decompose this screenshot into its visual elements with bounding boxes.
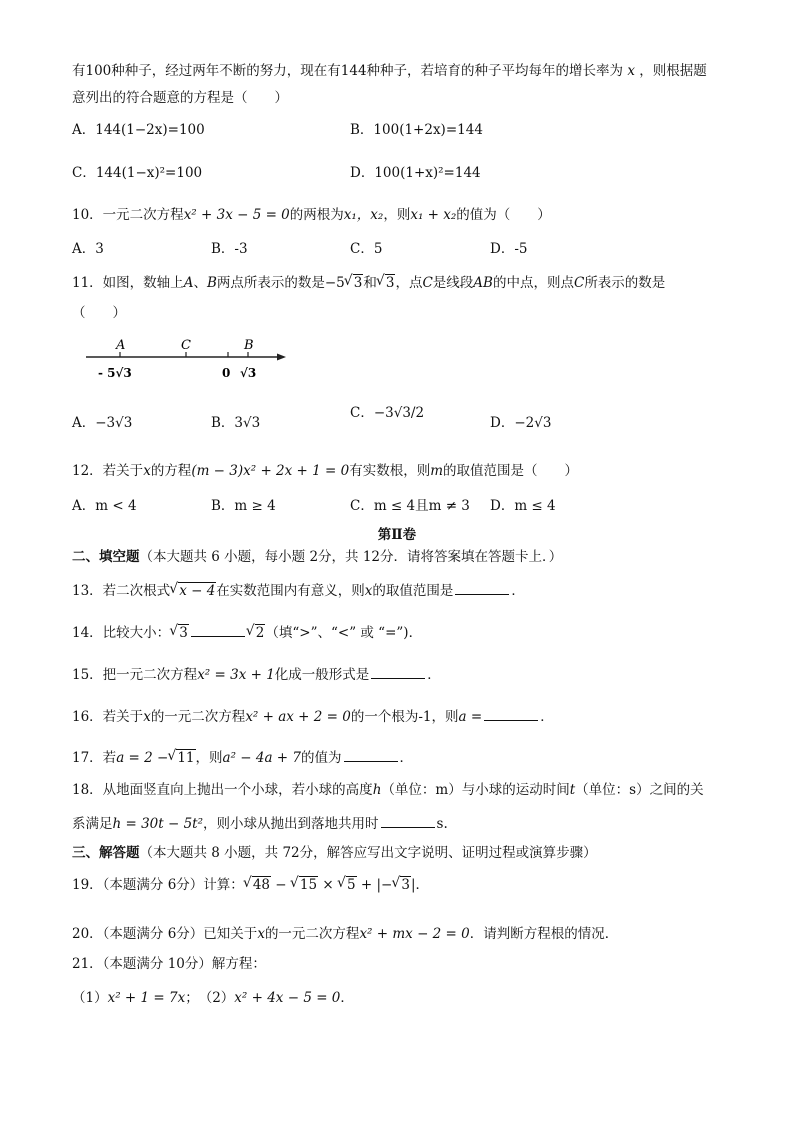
q12-m: m xyxy=(430,463,444,479)
q16-a: a = xyxy=(458,709,483,725)
q17-sqrt xyxy=(168,749,195,767)
q10-option-a: A．3 xyxy=(72,241,104,257)
q17-answer-blank[interactable] xyxy=(344,749,398,762)
q20-text-a: 20．（本题满分 6分）已知关于 xyxy=(72,926,258,942)
axis-tick-label-a: - 5√3 xyxy=(98,366,132,380)
q18-line1 xyxy=(72,781,704,799)
q13-end: ． xyxy=(511,583,525,599)
q13-text-c: 的取值范围是 xyxy=(372,583,454,599)
q16-text-a: 16．若关于 xyxy=(72,709,144,725)
q9-option-a: A．144(1−2x)=100 xyxy=(72,122,205,138)
axis-label-b: B xyxy=(244,338,254,353)
q17-eq: a = 2 − xyxy=(116,750,169,766)
q17-text-b: ，则 xyxy=(195,750,223,766)
q10-equation: x² + 3x − 5 = 0 xyxy=(183,207,290,223)
q13-var: x xyxy=(364,583,373,599)
q21-p1: （1） xyxy=(72,990,108,1006)
q14-sqrt-a xyxy=(170,624,189,642)
q11-text-e: 是线段 xyxy=(432,275,474,291)
fill-header-title: 二、填空题 xyxy=(72,549,140,565)
q20 xyxy=(72,925,618,943)
q14-a: 3 xyxy=(179,625,188,641)
q17 xyxy=(72,749,413,767)
q16-text-c: 的一个根为-1，则 xyxy=(350,709,459,725)
arrow-right-icon xyxy=(277,354,286,361)
q17-text-c: 的值为 xyxy=(301,750,342,766)
q18-h: h xyxy=(372,782,382,798)
q11-text-c: 和 xyxy=(363,275,377,291)
q9-line1 xyxy=(72,62,707,80)
q9-option-c: C．144(1−x)²=100 xyxy=(72,165,203,181)
q12-equation: (m − 3)x² + 2x + 1 = 0 xyxy=(191,463,350,479)
section-title: 第Ⅱ卷 xyxy=(377,527,417,543)
q12-text-a: 12．若关于 xyxy=(72,463,144,479)
q11-point-a: A xyxy=(183,275,194,291)
q17-end: ． xyxy=(399,750,413,766)
q19-r2: 15 xyxy=(299,877,318,893)
q17-radicand: 11 xyxy=(177,750,195,766)
q15-end: ． xyxy=(427,667,441,683)
q18-text-a: 18．从地面竖直向上抛出一个小球，若小球的高度 xyxy=(72,782,373,798)
q9-text-end: ，则根据题 xyxy=(639,63,707,79)
q14-sqrt-b xyxy=(247,624,266,642)
q9-option-d: D．100(1+x)²=144 xyxy=(350,165,481,181)
q14-answer-blank[interactable] xyxy=(191,624,245,637)
q21-stem: 21．（本题满分 10分）解方程： xyxy=(72,956,266,972)
q21-parts xyxy=(72,989,354,1007)
q9-var: x xyxy=(627,63,635,79)
q9-line2: 意列出的符合题意的方程是（ ） xyxy=(72,90,288,106)
q16-end: ． xyxy=(540,709,554,725)
q18-text-d: 系满足 xyxy=(72,816,113,832)
q19-sqrt-15 xyxy=(291,876,318,894)
q16 xyxy=(72,708,554,726)
q10-stem xyxy=(72,206,551,224)
fill-header-desc: （本大题共 6 小题，每小题 2分，共 12分．请将答案填在答题卡上．） xyxy=(139,549,563,565)
q19-r1: 48 xyxy=(252,877,270,893)
q11-option-c: C．−3√3/2 xyxy=(350,405,425,421)
q18-text-b: （单位：m）与小球的运动时间 xyxy=(381,782,570,798)
q19-end: ． xyxy=(415,877,430,893)
q20-text-b: 的一元二次方程 xyxy=(264,926,360,942)
fill-header xyxy=(72,548,562,566)
q18-t: t xyxy=(569,782,576,798)
q21-sep: ； xyxy=(185,990,192,1006)
q10-text-d: 的值为（ ） xyxy=(456,207,551,223)
q12-var: x xyxy=(143,463,151,479)
q11-option-b: B．3√3 xyxy=(211,415,261,431)
q10-roots: x₁，x₂ xyxy=(343,207,384,223)
q14 xyxy=(72,624,422,642)
q11-sep: 、 xyxy=(193,275,207,291)
q16-answer-blank[interactable] xyxy=(484,708,538,721)
q17-text-a: 17．若 xyxy=(72,750,117,766)
q10-text-c: ，则 xyxy=(383,207,411,223)
q9-text: 有100种种子，经过两年不断的努力，现在有144种种子，若培育的种子平均每年的增长率为 xyxy=(72,63,624,79)
q14-b: 2 xyxy=(255,625,265,641)
q13-answer-blank[interactable] xyxy=(455,582,509,595)
axis-tick-label-b: √3 xyxy=(240,366,257,380)
q11-point-c-2: C xyxy=(573,275,585,291)
q9-option-b: B．100(1+2x)=144 xyxy=(350,122,483,138)
number-line-figure xyxy=(80,334,290,384)
q13-text-a: 13．若二次根式 xyxy=(72,583,171,599)
q13-text-b: 在实数范围内有意义，则 xyxy=(216,583,365,599)
q18-text-c: （单位：s）之间的关 xyxy=(575,782,704,798)
q15-text-b: 化成一般形式是 xyxy=(274,667,370,683)
q10-text-b: 的两根为 xyxy=(289,207,344,223)
q19-sqrt-3 xyxy=(392,876,411,894)
q20-text-c: ．请判断方程根的情况． xyxy=(469,926,619,942)
solve-header xyxy=(72,844,597,862)
q11-point-b: B xyxy=(206,275,217,291)
q15-answer-blank[interactable] xyxy=(371,666,425,679)
axis-label-a: A xyxy=(116,338,126,353)
q11-option-a: A．−3√3 xyxy=(72,415,133,431)
q18-answer-blank[interactable] xyxy=(381,815,435,828)
q11-sqrt-b: √ 3 xyxy=(377,274,396,292)
q13-sqrt xyxy=(170,582,216,600)
q18-end: s. xyxy=(436,816,448,832)
q19-r3: 5 xyxy=(347,877,356,893)
q11-text-b: 两点所表示的数是 xyxy=(216,275,325,291)
q13-radicand: x − 4 xyxy=(179,583,216,599)
q19: 19．（本题满分 6分）计算：√ 48 − √ 15 × √ 5 + |−√ 3|． xyxy=(72,876,429,894)
q12-text-b: 的方程 xyxy=(150,463,192,479)
q11-text-g: 所表示的数是 xyxy=(584,275,666,291)
axis-label-c: C xyxy=(181,338,191,353)
q10-option-c: C．5 xyxy=(350,241,383,257)
q10-option-b: B．-3 xyxy=(211,241,248,257)
solve-header-title: 三、解答题 xyxy=(72,845,140,861)
q10-text-a: 10．一元二次方程 xyxy=(72,207,184,223)
q17-expr: a² − 4a + 7 xyxy=(222,750,301,766)
q11-option-d: D．−2√3 xyxy=(490,415,552,431)
q20-equation: x² + mx − 2 = 0 xyxy=(359,926,470,942)
q18-equation: h = 30t − 5t² xyxy=(112,816,204,832)
q15 xyxy=(72,666,441,684)
q12-text-c: 有实数根，则 xyxy=(349,463,431,479)
q10-sum: x₁ + x₂ xyxy=(410,207,457,223)
q18-text-e: ，则小球从抛出到落地共用时 xyxy=(203,816,379,832)
q11-point-c: C xyxy=(422,275,433,291)
q19-r4: 3 xyxy=(401,877,410,893)
q19-sqrt-5 xyxy=(338,876,357,894)
q19-text-a: 19．（本题满分 6分）计算： xyxy=(72,877,244,893)
q12-stem xyxy=(72,462,578,480)
q11-line2: （ ） xyxy=(72,305,126,321)
q21-eq1: x² + 1 = 7x xyxy=(107,990,186,1006)
q11-text-a: 11．如图，数轴上 xyxy=(72,275,184,291)
q14-text-b: （填“>”、“<” 或 “=”)． xyxy=(265,625,423,641)
q11-sqrt-a: √ 3 xyxy=(345,274,364,292)
q11-segment-ab: AB xyxy=(473,275,493,291)
solve-header-desc: （本大题共 8 小题，共 72分，解答应写出文字说明、证明过程或演算步骤） xyxy=(139,845,597,861)
q18-line2 xyxy=(72,815,448,833)
q16-text-b: 的一元二次方程 xyxy=(150,709,246,725)
axis-tick-label-0: 0 xyxy=(222,366,231,380)
q12-option-c: C．m ≤ 4且m ≠ 3 xyxy=(350,498,470,514)
q12-option-d: D．m ≤ 4 xyxy=(490,498,556,514)
q19-sqrt-48 xyxy=(244,876,271,894)
q13 xyxy=(72,582,525,600)
q21-eq2: x² + 4x − 5 = 0 xyxy=(234,990,341,1006)
q16-equation: x² + ax + 2 = 0 xyxy=(245,709,351,725)
q11-val1: −5 xyxy=(324,275,345,291)
q15-equation: x² = 3x + 1 xyxy=(197,667,275,683)
q11-text-d: ，点 xyxy=(395,275,423,291)
q20-var: x xyxy=(257,926,265,942)
q14-text-a: 14．比较大小： xyxy=(72,625,171,641)
q10-option-d: D．-5 xyxy=(490,241,528,257)
q15-text-a: 15．把一元二次方程 xyxy=(72,667,198,683)
q12-text-d: 的取值范围是（ ） xyxy=(443,463,579,479)
q21-end: ． xyxy=(340,990,354,1006)
q11-stem xyxy=(72,274,665,292)
q11-text-f: 的中点，则点 xyxy=(492,275,574,291)
q21-p2: （2） xyxy=(205,990,235,1006)
q12-option-b: B．m ≥ 4 xyxy=(211,498,276,514)
q12-option-a: A．m < 4 xyxy=(72,498,137,514)
q16-var: x xyxy=(143,709,151,725)
